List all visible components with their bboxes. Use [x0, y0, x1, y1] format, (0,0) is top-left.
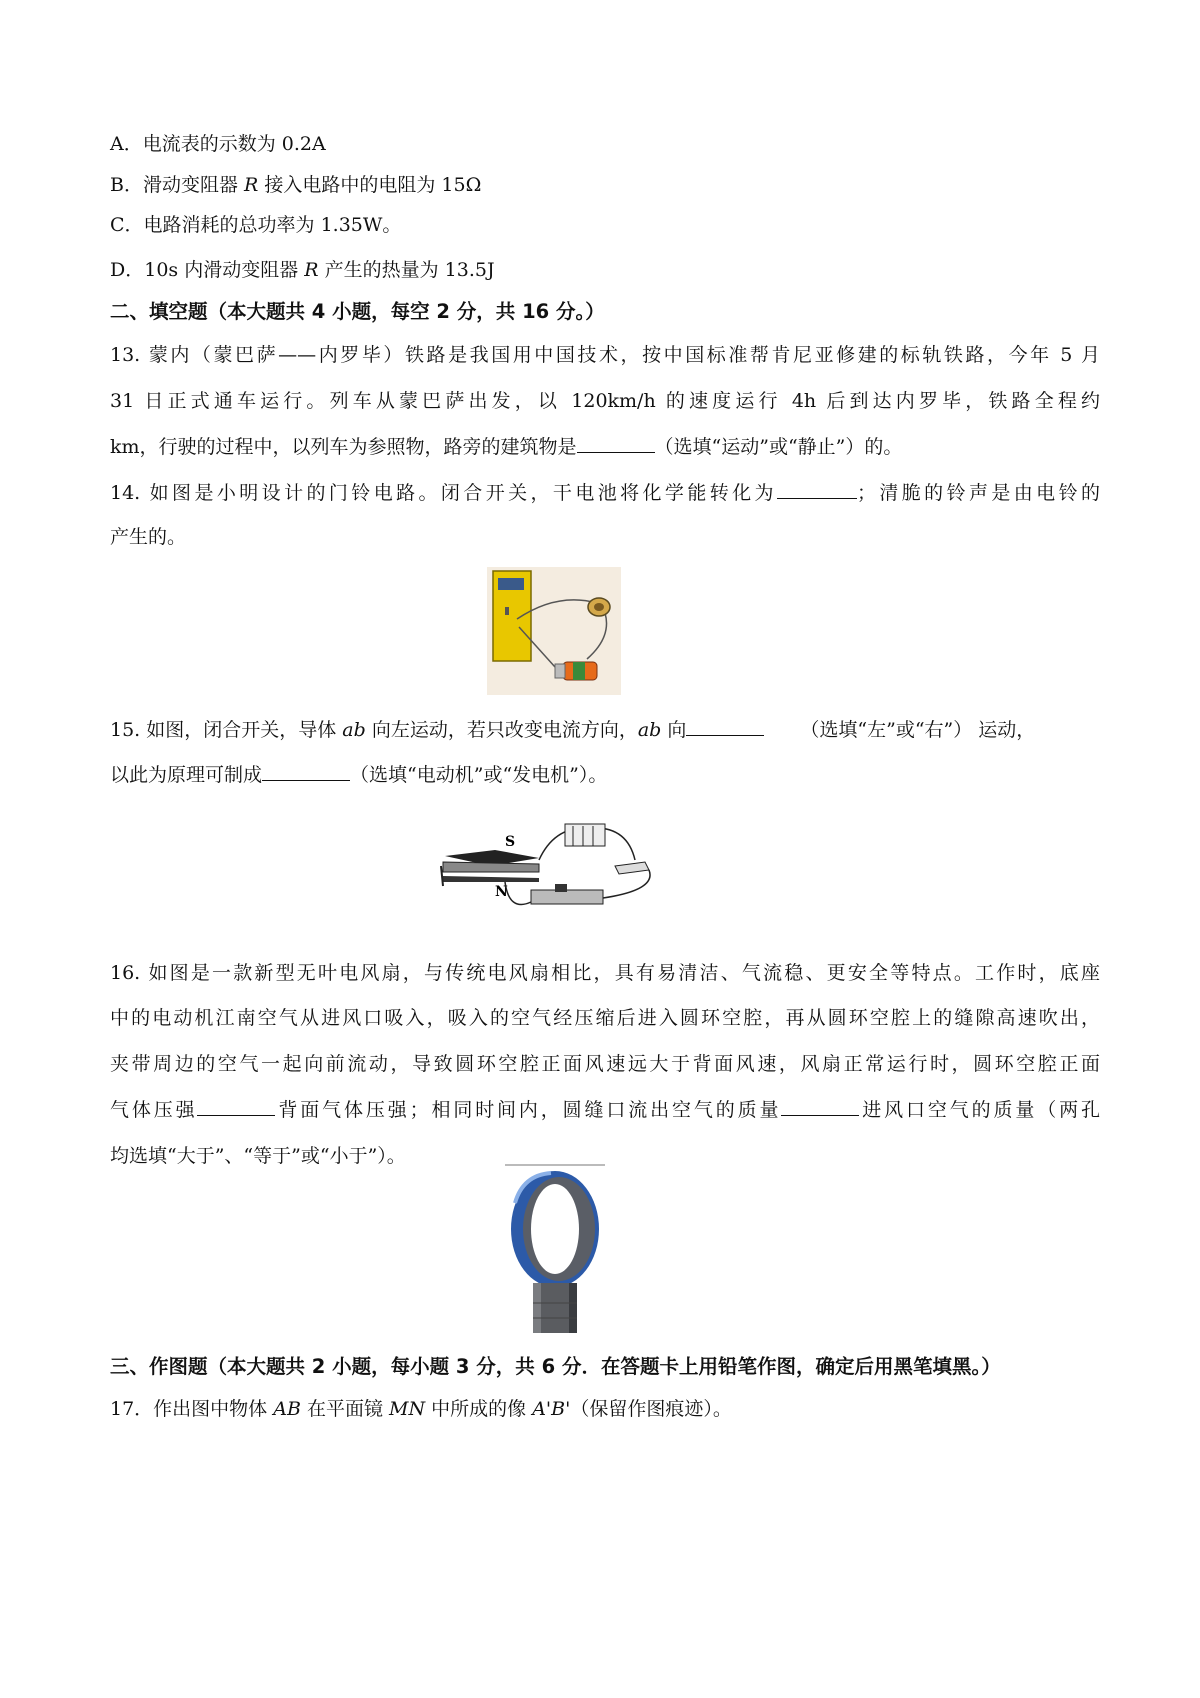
q14-line-1: 14. 如图是小明设计的门铃电路。闭合开关，干电池将化学能转化为 ；清脆的铃声是由电铃的 [110, 478, 1100, 507]
answer-blank[interactable] [781, 1095, 859, 1116]
option-c: C．电路消耗的总功率为 1.35W。 [110, 214, 402, 236]
q15-line-1: 15. 如图，闭合开关，导体 ab 向左运动，若只改变电流方向，ab 向 （选填“左”或“右”） 运动， [110, 715, 1100, 744]
bladeless-fan-image [503, 1163, 607, 1339]
q13-line-1: 13. 蒙内（蒙巴萨——内罗毕）铁路是我国用中国技术，按中国标准帮肯尼亚修建的标轨铁路，今年 5 月 [110, 344, 1100, 366]
section-2-heading: 二、填空题（本大题共 4 小题，每空 2 分，共 16 分。） [110, 300, 605, 323]
q14-line-2: 产生的。 [110, 526, 187, 548]
option-b: B．滑动变阻器 R 接入电路中的电阻为 15Ω [110, 174, 482, 196]
q16-line-1: 16. 如图是一款新型无叶电风扇，与传统电风扇相比，具有易清洁、气流稳、更安全等特点。工作时，底座 [110, 962, 1100, 984]
q13-line-3: km，行驶的过程中，以列车为参照物，路旁的建筑物是 （选填“运动”或“静止”）的。 [110, 432, 1100, 461]
q16-line-2: 中的电动机江南空气从进风口吸入，吸入的空气经压缩后进入圆环空腔，再从圆环空腔上的缝隙高速吹出， [110, 1007, 1100, 1029]
motor-circuit-image [435, 820, 661, 922]
option-a: A．电流表的示数为 0.2A [110, 133, 326, 155]
doorbell-circuit-image [487, 567, 621, 695]
section-3-heading: 三、作图题（本大题共 2 小题，每小题 3 分，共 6 分．在答题卡上用铅笔作图，确定后用黑笔填黑。） [110, 1355, 1001, 1378]
answer-blank[interactable] [686, 715, 764, 736]
option-d: D．10s 内滑动变阻器 R 产生的热量为 13.5J [110, 259, 495, 281]
q17-line: 17．作出图中物体 AB 在平面镜 MN 中所成的像 A'B'（保留作图痕迹）。 [110, 1398, 732, 1420]
q16-line-4: 气体压强 背面气体压强；相同时间内，圆缝口流出空气的质量 进风口空气的质量（两孔 [110, 1095, 1100, 1124]
q13-line-2: 31 日正式通车运行。列车从蒙巴萨出发，以 120km/h 的速度运行 4h 后到达内罗毕，铁路全程约 [110, 390, 1100, 412]
answer-blank[interactable] [262, 760, 350, 781]
answer-blank[interactable] [197, 1095, 275, 1116]
q15-line-2: 以此为原理可制成 （选填“电动机”或“发电机”）。 [110, 760, 1100, 789]
q16-line-3: 夹带周边的空气一起向前流动，导致圆环空腔正面风速远大于背面风速，风扇正常运行时，圆环空腔正面 [110, 1053, 1100, 1075]
bladeless-fan-figure [503, 1163, 607, 1339]
q16-line-5: 均选填“大于”、“等于”或“小于”）。 [110, 1145, 406, 1167]
magnet-s-label: S [505, 834, 516, 850]
answer-blank[interactable] [777, 478, 857, 499]
doorbell-circuit-figure [487, 567, 621, 695]
answer-blank[interactable] [577, 432, 655, 453]
motor-circuit-figure [435, 820, 661, 922]
magnet-n-label: N [495, 884, 508, 900]
